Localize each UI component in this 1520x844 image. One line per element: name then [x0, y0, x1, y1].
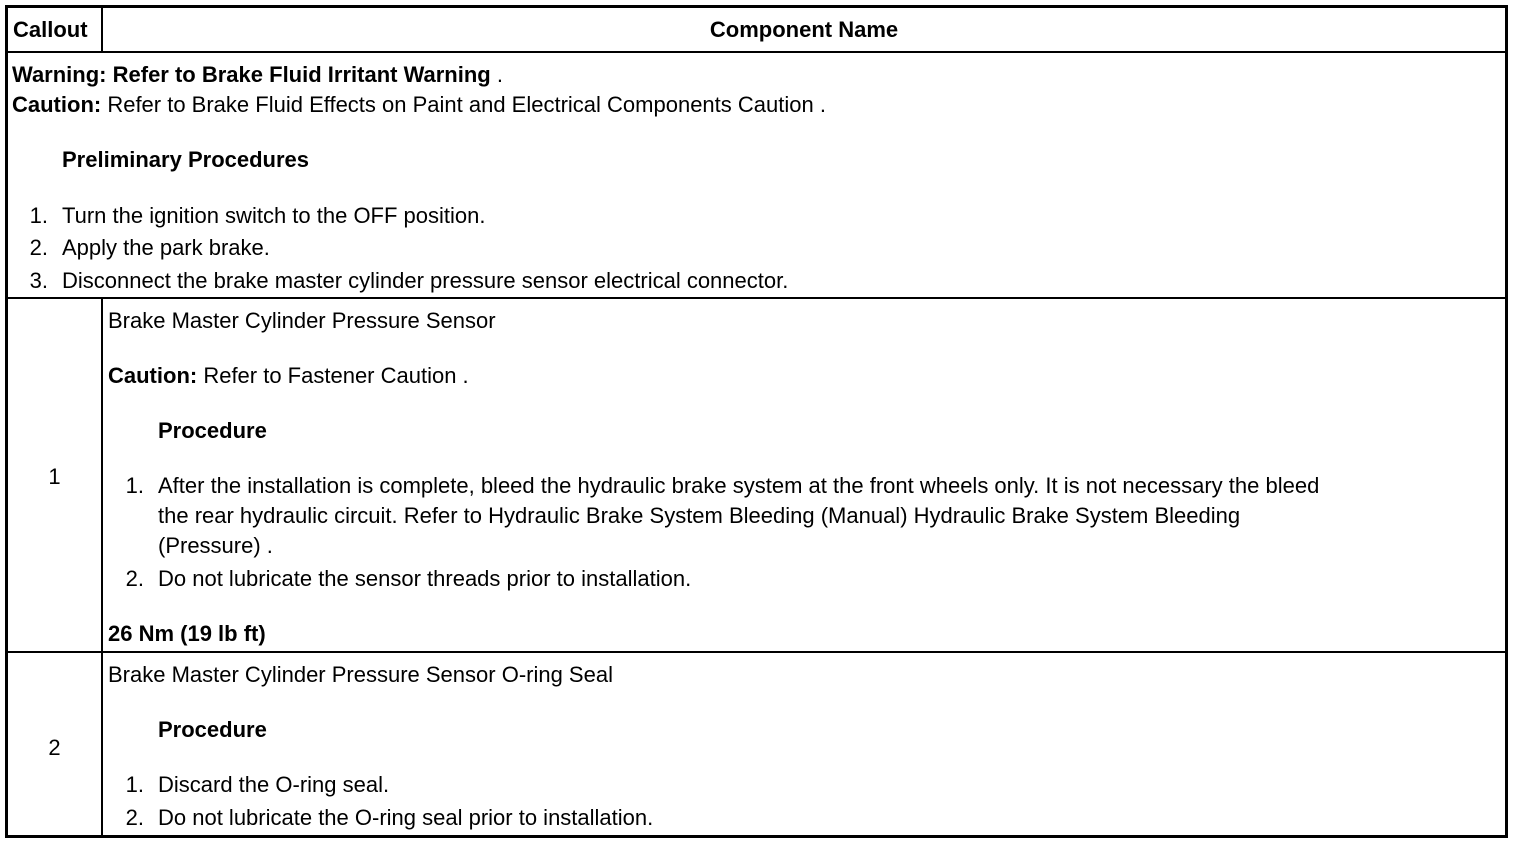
torque-spec: 26 Nm (19 lb ft)	[108, 621, 266, 646]
warning-end: .	[490, 62, 503, 87]
component-table	[5, 5, 1508, 838]
callout-number: 2	[48, 735, 61, 760]
component-name: Brake Master Cylinder Pressure Sensor O-ring Seal	[108, 662, 613, 687]
step-number: 1.	[125, 473, 144, 498]
step-text: Do not lubricate the O-ring seal prior to installation.	[158, 805, 654, 830]
step-text: After the installation is complete, bleed the hydraulic brake system at the front wheels only. It is not necessary the bleed	[158, 473, 1320, 498]
step-text: (Pressure) .	[158, 533, 273, 558]
header-callout: Callout	[8, 8, 103, 51]
step-text: Apply the park brake.	[62, 235, 270, 260]
procedure-heading: Procedure	[158, 717, 267, 742]
warning-label: Warning:	[12, 62, 107, 87]
step-number: 2.	[125, 566, 144, 591]
component-cell	[103, 653, 1505, 835]
callout-cell	[8, 653, 103, 835]
caution-line	[12, 90, 826, 120]
warning-link[interactable]: Refer to Brake Fluid Irritant Warning	[112, 62, 491, 87]
caution-line	[108, 361, 469, 391]
step-number: 1.	[29, 203, 48, 228]
component-name: Brake Master Cylinder Pressure Sensor	[108, 308, 496, 333]
step-text: Turn the ignition switch to the OFF position.	[62, 203, 486, 228]
caution-text[interactable]: Refer to Brake Fluid Effects on Paint and Electrical Components Caution .	[101, 92, 826, 117]
preliminary-section	[8, 53, 1505, 299]
step-number: 2.	[29, 235, 48, 260]
table-header	[8, 8, 1505, 53]
step-text[interactable]: the rear hydraulic circuit. Refer to Hydraulic Brake System Bleeding (Manual) Hydraulic Brake System Bleeding	[158, 503, 1241, 528]
caution-label: Caution:	[12, 92, 102, 117]
header-component-name: Component Name	[709, 17, 899, 42]
table-row	[8, 653, 1505, 835]
step-text: Disconnect the brake master cylinder pressure sensor electrical connector.	[62, 268, 789, 293]
warning-line	[12, 60, 503, 90]
preliminary-heading: Preliminary Procedures	[62, 147, 310, 172]
caution-text[interactable]: Refer to Fastener Caution .	[197, 363, 469, 388]
callout-number: 1	[48, 464, 61, 489]
caution-label: Caution:	[108, 363, 198, 388]
procedure-heading: Procedure	[158, 418, 267, 443]
step-text: Do not lubricate the sensor threads prior to installation.	[158, 566, 692, 591]
step-number: 2.	[125, 805, 144, 830]
callout-cell	[8, 299, 103, 651]
table-row	[8, 299, 1505, 653]
step-text: Discard the O-ring seal.	[158, 772, 390, 797]
component-cell	[103, 299, 1505, 651]
step-number: 3.	[29, 268, 48, 293]
step-number: 1.	[125, 772, 144, 797]
